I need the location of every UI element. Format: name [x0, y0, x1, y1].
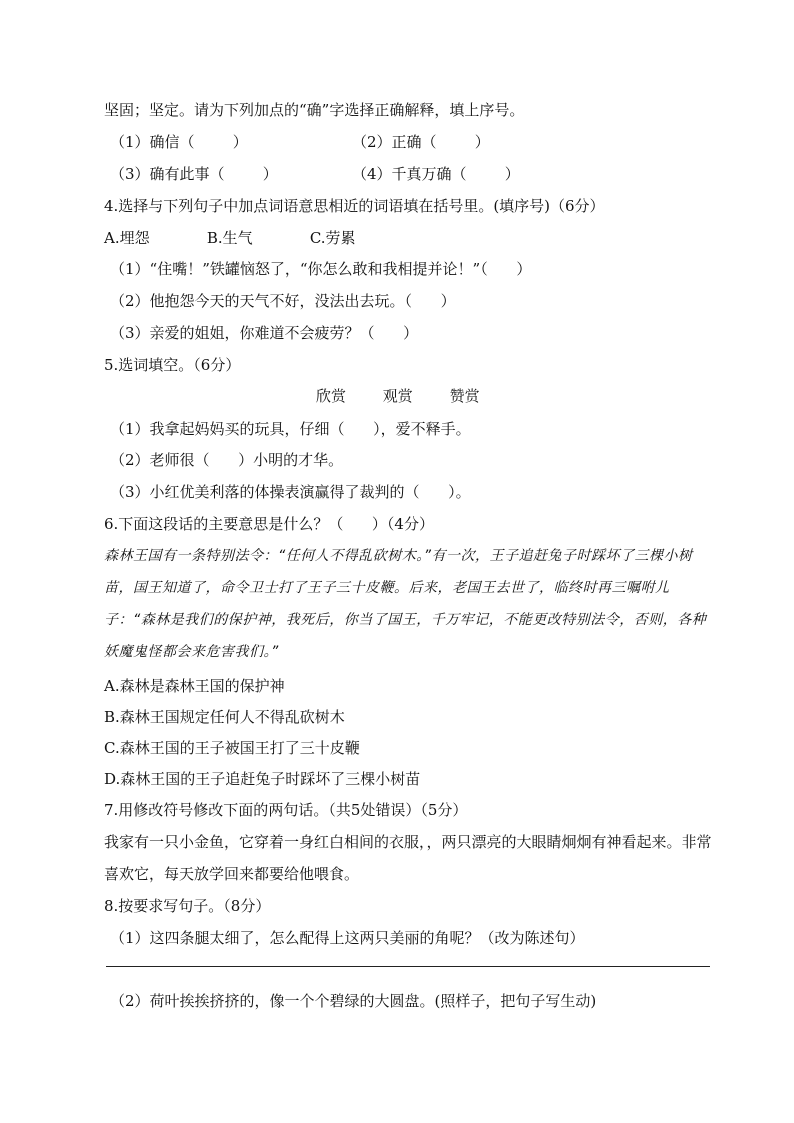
q5-title: 5.选词填空。（6分） — [104, 356, 241, 374]
q7-passage: 我家有一只小金鱼，它穿着一身红白相间的衣服，，两只漂亮的大眼睛炯炯有神看起来。非常喜欢它，每天放学回来都要给他喂食。 — [104, 833, 712, 883]
q7-title: 7.用修改符号修改下面的两句话。（共5处错误）（5分） — [104, 801, 468, 819]
q6-passage: 森林王国有一条特别法令：“任何人不得乱砍树木。”有一次，王子追赶兔子时踩坏了三棵小树苗，国王知道了，命令卫士打了王子三十皮鞭。后来，老国王去世了，临终时再三嘱咐儿子：“森林是我们的保护神，我死后，你当了国王，千万牢记，不能更改特别法令，否则，各种妖魔鬼怪都会来危害我们。” — [104, 548, 707, 660]
q8-item-1: （1）这四条腿太细了，怎么配得上这两只美丽的角呢？（改为陈述句） — [110, 929, 585, 947]
q3-instruction: 坚固；坚定。请为下列加点的“确”字选择正确解释，填上序号。 — [104, 101, 525, 119]
q6-option-a: A.森林是森林王国的保护神 — [104, 677, 285, 695]
q5-sentence-3: （3）小红优美利落的体操表演赢得了裁判的（ ）。 — [110, 483, 471, 501]
q6-title: 6.下面这段话的主要意思是什么？（ ）（4分） — [104, 515, 434, 533]
q3-item-2: （2）正确（ ） — [352, 133, 490, 151]
q8-item-2: （2）荷叶挨挨挤挤的，像一个个碧绿的大圆盘。(照样子，把句子写生动) — [110, 992, 597, 1010]
word-choice: 观赏 — [382, 387, 413, 405]
q6-option-c: C.森林王国的王子被国王打了三十皮鞭 — [104, 739, 360, 757]
q4-options: A.埋怨 B.生气 C.劳累 — [104, 229, 356, 247]
q3-item-3: （3）确有此事（ ） — [110, 165, 278, 183]
q8-title: 8.按要求写句子。（8分） — [104, 897, 271, 915]
q6-option-d: D.森林王国的王子追赶兔子时踩坏了三棵小树苗 — [104, 770, 421, 788]
q4-sentence-2: （2）他抱怨今天的天气不好，没法出去玩。（ ） — [110, 292, 456, 310]
word-choice: 欣赏 — [316, 387, 347, 405]
q6-option-b: B.森林王国规定任何人不得乱砍树木 — [104, 708, 345, 726]
q4-sentence-1: （1）“住嘴！”铁罐恼怒了，“你怎么敢和我相提并论！”（ ） — [110, 260, 532, 278]
q5-word-choices — [316, 386, 512, 406]
q3-item-1: （1）确信（ ） — [110, 133, 248, 151]
q3-item-4: （4）千真万确（ ） — [352, 165, 520, 183]
q5-sentence-1: （1）我拿起妈妈买的玩具，仔细（ ），爱不释手。 — [110, 420, 471, 438]
word-choice: 赞赏 — [449, 387, 480, 405]
q5-sentence-2: （2）老师很（ ）小明的才华。 — [110, 451, 344, 469]
q4-sentence-3: （3）亲爱的姐姐，你难道不会疲劳？（ ） — [110, 324, 419, 342]
answer-line[interactable] — [106, 966, 710, 967]
q4-title: 4.选择与下列句子中加点词语意思相近的词语填在括号里。(填序号)（6分） — [104, 197, 605, 215]
